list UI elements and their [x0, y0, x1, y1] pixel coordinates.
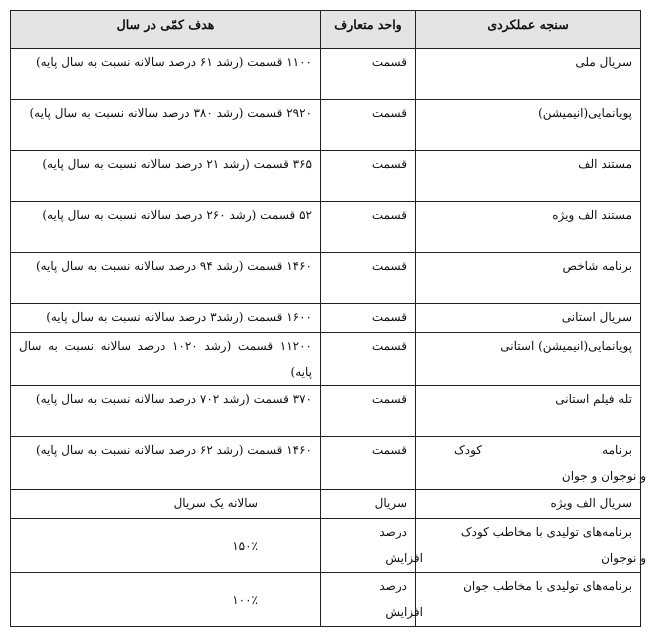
- table-row: [11, 151, 641, 202]
- table-row: [11, 100, 641, 151]
- metric-cell: مستند الف: [416, 151, 641, 202]
- table-row: [11, 386, 641, 437]
- metric-cell: تله فیلم استانی: [416, 386, 641, 437]
- target-cell: ۱۵۰٪: [11, 519, 321, 573]
- table-row: [11, 49, 641, 100]
- target-cell: ۱۴۶۰ قسمت (رشد ۹۴ درصد سالانه نسبت به سال پایه): [11, 253, 321, 304]
- unit-cell: [321, 573, 423, 627]
- unit-cell: قسمت: [321, 253, 416, 304]
- target-cell: ۱۰۰٪: [11, 573, 321, 627]
- metric-word: کودک: [454, 443, 482, 457]
- header-metric: سنجه عملکردی: [416, 11, 641, 49]
- unit-cell: قسمت: [321, 333, 416, 386]
- metric-cell: سریال استانی: [416, 304, 641, 333]
- unit-cell: قسمت: [321, 100, 416, 151]
- metric-cell: برنامه‌های تولیدی با مخاطب جوان: [416, 573, 641, 627]
- metric-cell: برنامه شاخص: [416, 253, 641, 304]
- table-row: [11, 253, 641, 304]
- table-row: [11, 304, 641, 333]
- unit-cell: قسمت: [321, 202, 416, 253]
- metric-cell: مستند الف ویژه: [416, 202, 641, 253]
- metric-line-2: و نوجوان و جوان: [561, 469, 646, 483]
- table-row: [11, 519, 641, 573]
- unit-cell: [321, 519, 423, 573]
- target-cell: ۲۹۲۰ قسمت (رشد ۳۸۰ درصد سالانه نسبت به سال پایه): [11, 100, 321, 151]
- target-cell: ۱۱۲۰۰ قسمت (رشد ۱۰۲۰ درصد سالانه نسبت به سال پایه): [11, 333, 321, 386]
- target-cell: ۱۱۰۰ قسمت (رشد ۶۱ درصد سالانه نسبت به سال پایه): [11, 49, 321, 100]
- metric-line-1: برنامه‌های تولیدی با مخاطب کودک: [460, 525, 632, 539]
- metric-cell: سریال ملی: [416, 49, 641, 100]
- metric-line-2: و نوجوان: [601, 551, 646, 565]
- target-cell: ۳۶۵ قسمت (رشد ۲۱ درصد سالانه نسبت به سال پایه): [11, 151, 321, 202]
- table-row: [11, 333, 641, 386]
- metric-word: برنامه: [602, 443, 632, 457]
- unit-cell: قسمت: [321, 151, 416, 202]
- target-cell: ۳۷۰ قسمت (رشد ۷۰۲ درصد سالانه نسبت به سال پایه): [11, 386, 321, 437]
- unit-line-1: درصد: [379, 525, 407, 539]
- table-row: [11, 202, 641, 253]
- target-cell: ۵۲ قسمت (رشد ۲۶۰ درصد سالانه نسبت به سال پایه): [11, 202, 321, 253]
- metric-line-1: [424, 437, 632, 463]
- header-row: [11, 11, 641, 49]
- header-target: هدف کمّی در سال: [11, 11, 321, 49]
- table-row: [11, 437, 641, 490]
- table-row: [11, 573, 641, 627]
- unit-line-2: افزایش: [385, 551, 423, 565]
- unit-cell: قسمت: [321, 304, 416, 333]
- metric-cell: پویانمایی(انیمیشن): [416, 100, 641, 151]
- target-cell: ۱۶۰۰ قسمت (رشد۳ درصد سالانه نسبت به سال پایه): [11, 304, 321, 333]
- kpi-table: [10, 10, 646, 627]
- target-cell: سالانه یک سریال: [11, 490, 321, 519]
- unit-cell: قسمت: [321, 49, 416, 100]
- unit-line-1: درصد: [379, 579, 407, 593]
- metric-cell: پویانمایی(انیمیشن) استانی: [416, 333, 641, 386]
- table-row: [11, 490, 641, 519]
- target-cell: ۱۴۶۰ قسمت (رشد ۶۲ درصد سالانه نسبت به سال پایه): [11, 437, 321, 490]
- unit-cell: سریال: [321, 490, 416, 519]
- header-unit: واحد متعارف: [321, 11, 416, 49]
- metric-cell: [416, 437, 646, 490]
- unit-line-2: افزایش: [385, 605, 423, 619]
- unit-cell: قسمت: [321, 386, 416, 437]
- unit-cell: قسمت: [321, 437, 416, 490]
- metric-cell: سریال الف ویژه: [416, 490, 641, 519]
- metric-cell: [416, 519, 646, 573]
